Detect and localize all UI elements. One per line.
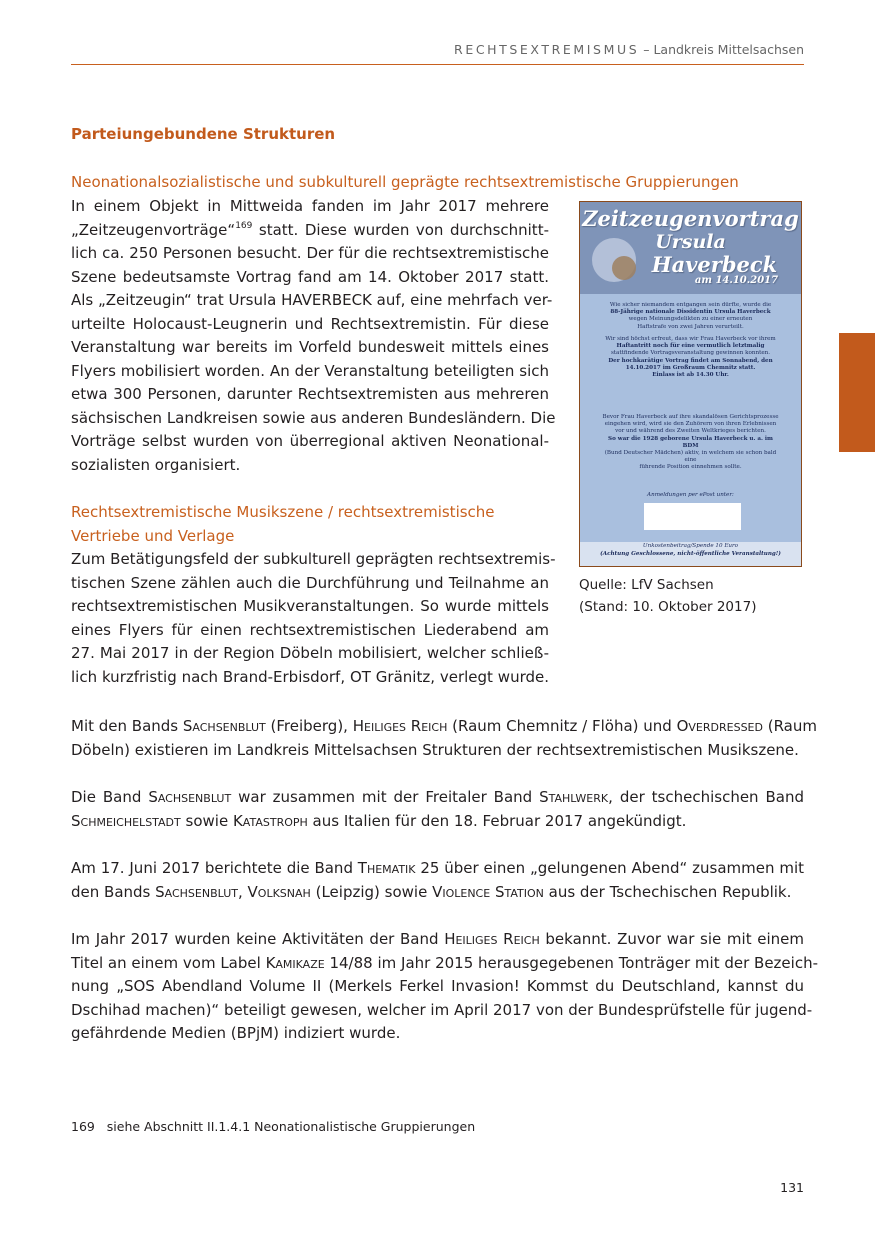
band-name: Katastroph	[232, 811, 308, 830]
band-name: Sachsenblut	[155, 882, 238, 901]
paragraph-thematik: Am 17. Juni 2017 berichtete die Band Thematik 25 über einen „gelungenen Abend“ zusammen mit den Bands Sachsenblut, Volksnah (Leipzig) sowie Violence Station aus der Tschechischen Republik.	[71, 859, 804, 901]
footnote-169: 169 siehe Abschnitt II.1.4.1 Neonationalistische Gruppierungen	[71, 1119, 476, 1134]
band-name: Heiliges Reich	[352, 717, 448, 735]
paragraph-zeitzeugen: In einem Objekt in Mittweida fanden im Jahr 2017 mehrere „Zeitzeugenvorträge“$^{169}$ statt. Diese wurden von durchschnitt- lich ca. 250 Personen besucht. Der für die rechtsextremistische Szene bedeutsamste Vortrag fand am 14. Oktober 2017 statt. Als „Zeitzeugin“ trat Ursula HAVERBECK auf, eine mehrfach ver- urteilte Holocaust-Leugnerin und Rechtsextremistin. Für diese Veranstaltung war bereits im Vorfeld bundesweit mittels eines Flyers mobilisiert worden. An der Veranstaltung beteiligten sich etwa 300 Personen, darunter Rechtsextremisten aus mehreren sächsischen Landkreisen sowie aus anderen Bundesländern. Die Vorträge selbst wurden von überregional aktiven Neonational- sozialisten organisiert.	[71, 197, 556, 474]
flyer-image	[579, 201, 802, 567]
paragraph-bands: Mit den Bands Sachsenblut (Freiberg), Heiliges Reich (Raum Chemnitz / Flöha) und Overdressed (Raum Döbeln) existieren im Landkreis Mittelsachsen Strukturen der rechtsextremistischen Musikszene.	[71, 717, 817, 759]
band-name: Sachsenblut	[182, 717, 266, 735]
flyer-registration-box	[644, 503, 741, 530]
paragraph-heiliges-reich: Im Jahr 2017 wurden keine Aktivitäten der Band Heiliges Reich bekannt. Zuvor war sie mit einem Titel an einem vom Label Kamikaze 14/88 im Jahr 2015 herausgegebenen Tonträger mit der Bezeich- nung „SOS Abendland Volume II (Merkels Ferkel Invasion! Kommst du Deutschland, kannst du Dschihad machen)“ beteiligt gewesen, welcher im April 2017 von der Bundesprüfstelle für jugend- gefährdende Medien (BPjM) indiziert wurde.	[71, 930, 818, 1042]
flyer-fee: Unkostenbeitrag/Spende 10 Euro	[642, 543, 739, 549]
band-name: Violence Station	[432, 882, 544, 901]
flyer-text-bio: Bevor Frau Haverbeck auf ihre skandalösen Gerichtsprozesse eingehen wird, wird sie den Zuhörern von ihren Erlebnissen vor und während des Zweiten Weltkrieges berichten. So war die 1928 geborene Ursula Haverbeck u. a. im BDM (Bund Deutscher Mädchen) aktiv, in welchem sie schon bald eine führende Position einnehmen sollte.	[602, 414, 779, 471]
flyer-title: Zeitzeugenvortrag	[582, 206, 799, 231]
flyer-text-intro: Wie sicher niemandem entgangen sein dürfte, wurde die 88-Jährige nationale Dissidentin Ursula Haverbeck wegen Meinungsdelikten zu einer erneuten Haftstrafe von zwei Jahren verurteilt.	[609, 302, 772, 330]
running-header	[71, 42, 804, 65]
paragraph-concert: Die Band Sachsenblut war zusammen mit der Freitaler Band Stahlwerk, der tschechischen Band Schmeichelstadt sowie Katastroph aus Italien für den 18. Februar 2017 angekündigt.	[71, 788, 804, 830]
band-name: Heiliges Reich	[444, 930, 540, 948]
flyer-notice: (Achtung Geschlossene, nicht-öffentliche Veranstaltung!)	[600, 551, 781, 557]
flyer-registration-label: Anmeldungen per ePost unter:	[647, 492, 734, 498]
band-name: Overdressed	[676, 717, 763, 735]
band-name: Sachsenblut	[148, 788, 232, 806]
label-name: Kamikaze	[265, 953, 325, 972]
flyer-name-first: Ursula	[655, 231, 726, 253]
footnote-ref[interactable]: 169	[235, 220, 253, 231]
chapter-tab	[839, 333, 875, 452]
band-name: Stahlwerk	[539, 788, 609, 806]
page-number: 131	[780, 1180, 804, 1195]
paragraph-music-scene: Zum Betätigungsfeld der subkulturell geprägten rechtsextremis- tischen Szene zählen auch die Durchführung und Teilnahme an rechtsextremistischen Musikveranstaltungen. So wurde mittels eines Flyers für einen rechtsextremistischen Liederabend am 27. Mai 2017 in der Region Döbeln mobilisiert, welcher schließ- lich kurzfristig nach Brand-Erbisdorf, OT Gränitz, verlegt wurde.	[71, 550, 556, 686]
flyer-name-last: Haverbeck	[651, 252, 778, 277]
header-rest: – Landkreis Mittelsachsen	[639, 42, 804, 57]
flyer-text-event: Wir sind höchst erfreut, dass wir Frau Haverbeck vor ihrem Haftantritt noch für eine vermutlich letztmalig stattfindende Vortragsveranstaltung gewinnen konnten. Der hochkarätige Vortrag findet am Sonnabend, den 14.10.2017 im Großraum Chemnitz statt. Einlass ist ab 14.30 Uhr.	[605, 336, 776, 379]
subsection-title-music: Rechtsextremistische Musikszene / rechtsextremistische Vertriebe und Verlage	[71, 503, 495, 545]
band-name: Thematik	[357, 859, 416, 877]
image-caption: Quelle: LfV Sachsen (Stand: 10. Oktober 2017)	[579, 577, 757, 615]
section-title: Parteiungebundene Strukturen	[71, 125, 336, 143]
band-name: Volksnah	[247, 882, 311, 901]
subsection-title-groups: Neonationalsozialistische und subkulturell geprägte rechtsextremistische Gruppierungen	[71, 173, 739, 191]
header-caps: RECHTSEXTREMISMUS	[454, 42, 640, 57]
flyer-date: am 14.10.2017	[694, 275, 779, 286]
band-name: Schmeichelstadt	[71, 811, 181, 830]
